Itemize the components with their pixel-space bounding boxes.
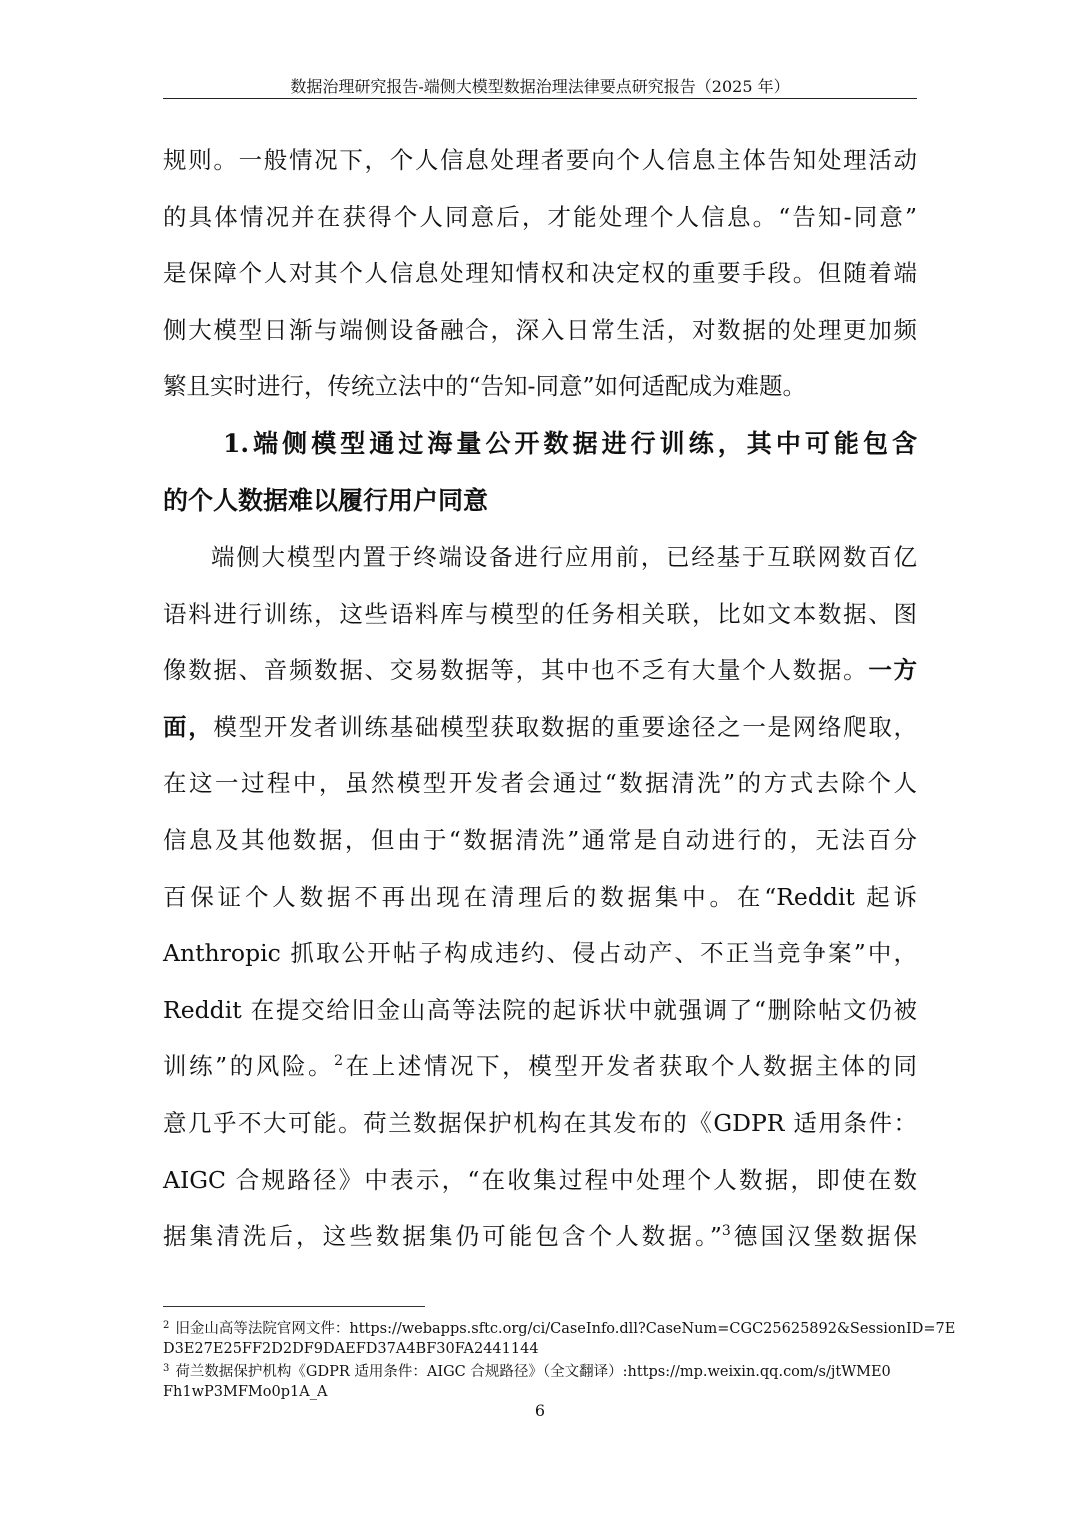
paragraph-line (163, 1208, 917, 1265)
footnotes (163, 1316, 956, 1402)
footnote-ref[interactable]: 2 (334, 1053, 344, 1070)
paragraph-line: Anthropic 抓取公开帖子构成违约、侵占动产、不正当竞争案”中， (163, 939, 917, 968)
footnote-divider (163, 1306, 425, 1307)
paragraph-line: AIGC 合规路径》中表示，“在收集过程中处理个人数据，即使在数 (163, 1165, 917, 1194)
footnote (163, 1316, 956, 1359)
line-text: 模型开发者训练基础模型获取数据的重要途径之一是网络爬取， (213, 712, 918, 741)
page-body (163, 132, 917, 1265)
heading-line: 的个人数据难以履行用户同意 (163, 485, 489, 515)
paragraph-line: 语料进行训练，这些语料库与模型的任务相关联，比如文本数据、图 (163, 599, 917, 628)
paragraph-line (163, 642, 917, 699)
footnote-line[interactable]: Fh1wP3MFMo0p1A_A (163, 1383, 328, 1400)
footnote-mark: 3 (163, 1363, 170, 1374)
footnote-line[interactable]: D3E27E25FF2D2DF9DAEFD37A4BF30FA2441144 (163, 1340, 539, 1357)
page-number: 6 (534, 1401, 546, 1420)
line-text: 德国汉堡数据保 (730, 1222, 918, 1251)
bold-emphasis: 一方 (868, 656, 918, 685)
footnote-line (163, 1359, 917, 1383)
footnote-text[interactable]: 荷兰数据保护机构《GDPR 适用条件：AIGC 合规路径》（全文翻译）:https://mp.weixin.qq.com/s/jtWME0 (175, 1364, 891, 1380)
bold-emphasis: 面， (163, 712, 214, 741)
paragraph-line: 的具体情况并在获得个人同意后，才能处理个人信息。“告知-同意” (163, 202, 917, 231)
line-text: 训练”的风险。 (163, 1052, 335, 1081)
footnote (163, 1359, 917, 1402)
paragraph-continued (163, 132, 917, 415)
footnote-text[interactable]: 旧金山高等法院官网文件：https://webapps.sftc.org/ci/CaseInfo.dll?CaseNum=CGC25625892&SessionID=7E (175, 1321, 956, 1337)
paragraph-line: 信息及其他数据，但由于“数据清洗”通常是自动进行的，无法百分 (163, 825, 917, 854)
paragraph-line: Reddit 在提交给旧金山高等法院的起诉状中就强调了“删除帖文仍被 (163, 995, 917, 1024)
paragraph-line: 意几乎不大可能。荷兰数据保护机构在其发布的《GDPR 适用条件： (163, 1108, 917, 1137)
paragraph-line: 百保证个人数据不再出现在清理后的数据集中。在“Reddit 起诉 (163, 882, 917, 911)
paragraph-line (163, 1038, 917, 1095)
paragraph-line: 在这一过程中，虽然模型开发者会通过“数据清洗”的方式去除个人 (163, 769, 917, 798)
paragraph-line: 端侧大模型内置于终端设备进行应用前，已经基于互联网数百亿 (211, 542, 917, 571)
paragraph-line: 侧大模型日渐与端侧设备融合，深入日常生活，对数据的处理更加频 (163, 315, 917, 344)
paragraph-line (163, 699, 917, 756)
line-text: 在上述情况下，模型开发者获取个人数据主体的同 (343, 1052, 918, 1081)
section-heading (163, 415, 917, 529)
paragraph-line: 繁且实时进行，传统立法中的“告知-同意”如何适配成为难题。 (163, 372, 806, 401)
running-header: 数据治理研究报告-端侧大模型数据治理法律要点研究报告（2025 年） (290, 77, 790, 96)
heading-line: 1.端侧模型通过海量公开数据进行训练，其中可能包含 (223, 428, 917, 458)
line-text: 像数据、音频数据、交易数据等，其中也不乏有大量个人数据。 (163, 656, 869, 685)
footnote-line (163, 1316, 956, 1340)
header-divider (163, 98, 917, 99)
paragraph-line: 是保障个人对其个人信息处理知情权和决定权的重要手段。但随着端 (163, 259, 917, 288)
footnote-mark: 2 (163, 1320, 170, 1331)
footnote-ref[interactable]: 3 (721, 1223, 731, 1240)
paragraph-main (163, 529, 917, 1265)
paragraph-line: 规则。一般情况下，个人信息处理者要向个人信息主体告知处理活动 (163, 146, 917, 174)
line-text: 据集清洗后，这些数据集仍可能包含个人数据。” (163, 1222, 722, 1251)
